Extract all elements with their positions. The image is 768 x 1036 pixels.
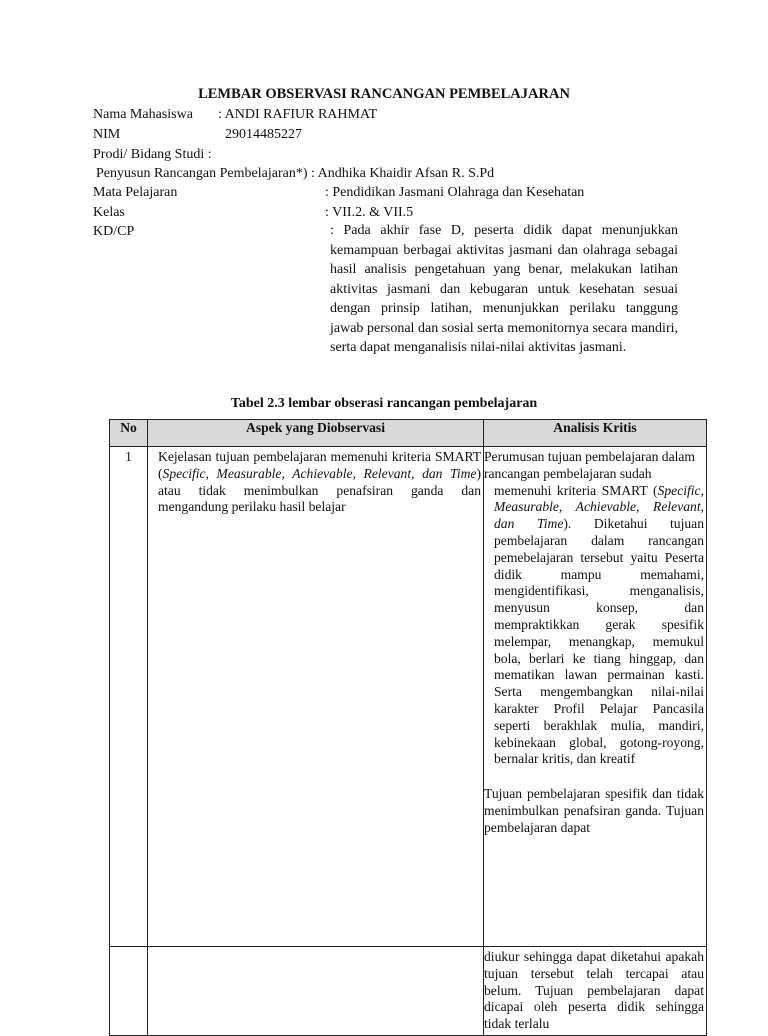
analisis-line-1: Perumusan tujuan pembelajaran dalam [484, 449, 696, 464]
analisis-line-2: rancangan pembelajaran sudah [484, 465, 652, 481]
analisis-continued-text: diukur sehingga dapat diketahui apakah tujuan tersebut telah tercapai atau belum. Tujuan pembelajaran dapat dicapai oleh peserta didik sehingga tidak terlalu [484, 949, 704, 1032]
table-header-row [110, 420, 707, 447]
aspek-text-2: ) atau tidak menimbulkan penafsiran ganda dan mengandung perilaku hasil belajar [158, 465, 481, 515]
kelas-label: Kelas [93, 205, 125, 220]
analisis-smart-italic: Specific, Measurable, Achievable, Relevant, dan Time [494, 482, 704, 532]
aspek-cell-empty [148, 947, 484, 1036]
aspek-smart-italic: Specific, Measurable, Achievable, Relevant, dan Time [162, 465, 477, 481]
analisis-cell [484, 447, 707, 947]
row-number: 1 [110, 447, 148, 947]
observation-table [109, 419, 707, 1036]
nama-label: Nama Mahasiswa [93, 107, 193, 122]
header-aspek: Aspek yang Diobservasi [148, 420, 484, 447]
kelas-value: : VII.2. & VII.5 [325, 205, 414, 220]
kdcp-label: KD/CP [93, 224, 135, 239]
mapel-label: Mata Pelajaran [93, 185, 178, 200]
nim-value: 29014485227 [225, 127, 302, 142]
penyusun-line: Penyusun Rancangan Pembelajaran*) : Andhika Khaidir Afsan R. S.Pd [96, 166, 495, 181]
document-title: LEMBAR OBSERVASI RANCANGAN PEMBELAJARAN [198, 86, 570, 102]
row-number-empty [110, 947, 148, 1036]
analisis-paragraph-main [494, 483, 704, 769]
kdcp-value: : Pada akhir fase D, peserta didik dapat menunjukkan kemampuan berbagai aktivitas jasmani dan olahraga sebagai hasil analisis pengetahuan yang benar, melakukan latihan aktivitas jasmani dan kebugaran untuk kesehatan sesuai dengan prinsip latihan, menunjukkan perilaku tanggung jawab personal dan sosial serta memonitornya secara mandiri, serta dapat menganalisis nilai-nilai aktivitas jasmani. [330, 223, 678, 355]
mapel-value: : Pendidikan Jasmani Olahraga dan Kesehatan [325, 185, 585, 200]
analisis-paragraph-2: Tujuan pembelajaran spesifik dan tidak menimbulkan penafsiran ganda. Tujuan pembelajaran dapat [484, 786, 704, 835]
header-analisis: Analisis Kritis [484, 420, 707, 447]
table-row [110, 447, 707, 947]
table-caption: Tabel 2.3 lembar obserasi rancangan pembelajaran [230, 396, 538, 411]
nim-label: NIM [93, 127, 121, 142]
table-row [110, 947, 707, 1036]
analisis-cell-continued [484, 947, 707, 1036]
aspek-cell [148, 447, 484, 947]
analisis-smart-text: memenuhi kriteria SMART ( [494, 482, 658, 498]
aspek-text: Kejelasan tujuan pembelajaran memenuhi kriteria SMART ( [158, 449, 481, 481]
header-no: No [110, 420, 148, 447]
analisis-detail-text: ). Diketahui tujuan pembelajaran dalam rancangan pemebelajaran tersebut yaitu Peserta didik mampu memahami, mengidentifikasi, menganalisis, menyusun konsep, dan mempraktikkan gerak spesifik melempar, menangkap, memukul bola, berlari ke tiang hinggap, dan mematikan lawan permainan kasti. Serta mengembangkan nilai-nilai karakter Profil Pelajar Pancasila seperti berakhlak mulia, mandiri, kebinekaan global, gotong-royong, bernalar kritis, dan kreatif [494, 516, 704, 767]
nama-value: : ANDI RAFIUR RAHMAT [218, 107, 378, 122]
prodi-line: Prodi/ Bidang Studi : [93, 147, 212, 162]
